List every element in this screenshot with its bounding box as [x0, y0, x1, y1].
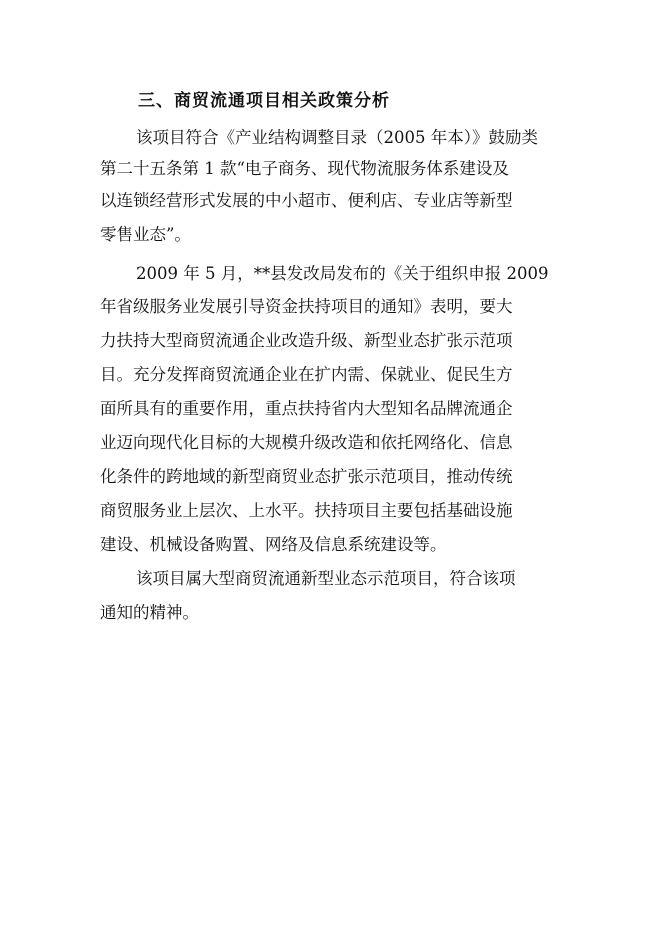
paragraph-line: 2009 年 5 月，**县发改局发布的《关于组织申报 2009 [136, 264, 549, 283]
paragraph-line: 通知的精神。 [100, 603, 199, 622]
section-heading: 三、商贸流通项目相关政策分析 [138, 91, 390, 111]
paragraph-line: 该项目符合《产业结构调整目录（2005 年本）》鼓励类 [136, 128, 538, 147]
paragraph-line: 化条件的跨地域的新型商贸业态扩张示范项目，推动传统 [100, 467, 513, 486]
paragraph-line: 该项目属大型商贸流通新型业态示范项目，符合该项 [136, 569, 516, 588]
paragraph-line: 力扶持大型商贸流通企业改造升级、新型业态扩张示范项 [100, 331, 513, 350]
paragraph-line: 以连锁经营形式发展的中小超市、便利店、专业店等新型 [100, 191, 513, 210]
paragraph-line: 业迈向现代化目标的大规模升级改造和依托网络化、信息 [100, 433, 513, 452]
paragraph-line: 商贸服务业上层次、上水平。扶持项目主要包括基础设施 [100, 501, 513, 520]
paragraph-line: 零售业态”。 [100, 225, 191, 244]
paragraph-line: 目。充分发挥商贸流通企业在扩内需、保就业、促民生方 [100, 365, 513, 384]
paragraph-line: 第二十五条第 1 款“电子商务、现代物流服务体系建设及 [100, 159, 509, 178]
paragraph-line: 面所具有的重要作用，重点扶持省内大型知名品牌流通企 [100, 399, 513, 418]
paragraph-line: 建设、机械设备购置、网络及信息系统建设等。 [100, 535, 447, 554]
paragraph-line: 年省级服务业发展引导资金扶持项目的通知》表明，要大 [100, 297, 513, 316]
